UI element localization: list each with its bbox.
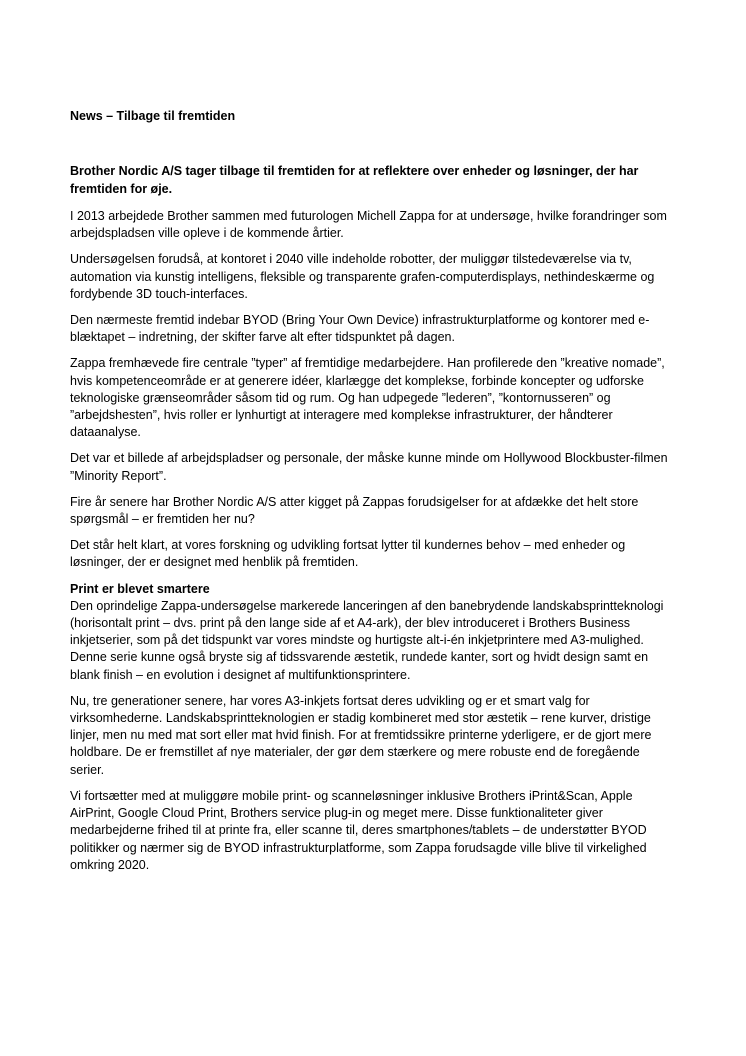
section-print (70, 581, 675, 874)
body-paragraph: Fire år senere har Brother Nordic A/S atter kigget på Zappas forudsigelser for at afdække det helt store spørgsmål – er fremtiden her nu? (70, 494, 639, 527)
section-paragraph: Vi fortsætter med at muliggøre mobile print- og scanneløsninger inklusive Brothers iPrint&Scan, Apple AirPrint, Google Cloud Print, Brothers service plug-in og meget mere. Disse funktionaliteter giver medarbejderne frihed til at printe fra, eller scanne til, deres smartphones/tablets – de understøtter BYOD politikker og nærmer sig de BYOD infrastrukturplatforme, som Zappa forudsagde ville blive til virkelighed omkring 2020. (70, 788, 647, 872)
section-heading: Print er blevet smartere (70, 581, 210, 596)
body-paragraph: Zappa fremhævede fire centrale ”typer” af fremtidige medarbejdere. Han profilerede den ”kreative nomade”, hvis kompetenceområde er at generere idéer, klarlægge det komplekse, forbinde koncepter og udforske teknologiske grænseområder såsom tid og rum. Og han udpegede ”lederen”, ”kontornusseren” og ”arbejdshesten”, hvis roller er lynhurtigt at interagere med komplekse infrastrukturer, der håndterer dataanalyse. (70, 356, 665, 440)
section-paragraph: Den oprindelige Zappa-undersøgelse markerede lanceringen af den banebrydende landskabsprintteknologi (horisontalt print – dvs. print på den lange side af et A4-ark), der blev introduceret i Brothers Business inkjetserier, som på det tidspunkt var vores mindste og hurtigste alt-i-én inkjetprintere med A3-mulighed. Denne serie kunne også bryste sig af tidssvarende æstetik, rundede kanter, sort og hvidt design samt en blank finish – en evolution i designet af multifunktionsprintere. (70, 598, 664, 682)
document-title: News – Tilbage til fremtiden (70, 109, 236, 123)
lead-paragraph: Brother Nordic A/S tager tilbage til fremtiden for at reflektere over enheder og løsninger, der har fremtiden for øje. (70, 164, 639, 196)
document-body (70, 163, 675, 883)
body-paragraph: Den nærmeste fremtid indebar BYOD (Bring Your Own Device) infrastrukturplatforme og kontorer med e-blæktapet – indretning, der skifter farve alt efter tidspunktet på dagen. (70, 313, 650, 345)
body-paragraph: I 2013 arbejdede Brother sammen med futurologen Michell Zappa for at undersøge, hvilke forandringer som arbejdspladsen ville opleve i de kommende årtier. (70, 209, 667, 241)
section-paragraph: Nu, tre generationer senere, har vores A3-inkjets fortsat deres udvikling og er et smart valg for virksomhederne. Landskabsprintteknologien er stadig kombineret med stor æstetik – rene kurver, dristige linjer, men nu med mat sort eller mat hvid finish. For at fremtidssikre printerne yderligere, er de gjort mere holdbare. De er fremstillet af nye materialer, der gør dem stærkere og mere robuste end de foregående serier. (70, 693, 652, 777)
body-paragraph: Det står helt klart, at vores forskning og udvikling fortsat lytter til kundernes behov – med enheder og løsninger, der er designet med henblik på fremtiden. (70, 538, 626, 570)
body-paragraph: Undersøgelsen forudså, at kontoret i 2040 ville indeholde robotter, der muliggør tilstedeværelse via tv, automation via kunstig intelligens, fleksible og transparente grafen-computerdisplays, nethindeskærme og fordybende 3D touch-interfaces. (70, 252, 655, 301)
body-paragraph: Det var et billede af arbejdspladser og personale, der måske kunne minde om Hollywood Blockbuster-filmen ”Minority Report”. (70, 451, 668, 483)
